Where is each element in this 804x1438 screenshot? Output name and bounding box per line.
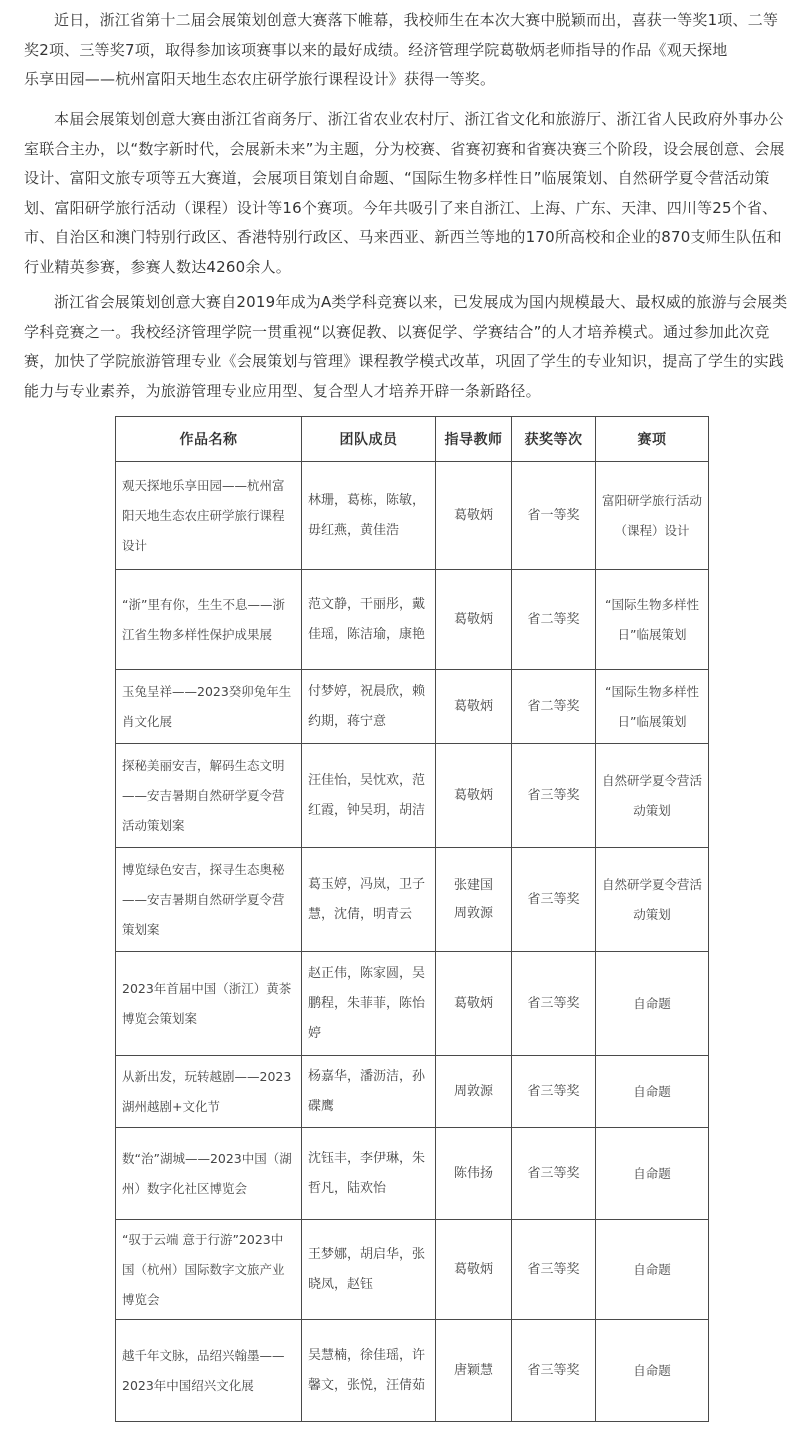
cell-advisor: 葛敬炳 [436, 744, 512, 848]
cell-category: 自然研学夏令营活动策划 [596, 744, 709, 848]
cell-team-members: 赵正伟，陈家圆，吴鹏程，朱菲菲，陈怡婷 [302, 952, 436, 1056]
awards-table [115, 416, 709, 1422]
table-header-row [116, 417, 709, 462]
cell-advisor: 葛敬炳 [436, 570, 512, 670]
cell-award-level: 省二等奖 [512, 570, 596, 670]
cell-award-level: 省二等奖 [512, 670, 596, 744]
cell-category: “国际生物多样性日”临展策划 [596, 670, 709, 744]
cell-category: 自命题 [596, 952, 709, 1056]
cell-work-name: 观天探地乐享田园——杭州富阳天地生态农庄研学旅行课程设计 [116, 462, 302, 570]
cell-advisor: 葛敬炳 [436, 1220, 512, 1320]
cell-work-name: “驭于云端 意于行游”2023中国（杭州）国际数字文旅产业博览会 [116, 1220, 302, 1320]
cell-team-members: 吴慧楠，徐佳瑶，许馨文，张悦，汪倩茹 [302, 1320, 436, 1422]
table-row [116, 1320, 709, 1422]
cell-award-level: 省三等奖 [512, 952, 596, 1056]
cell-award-level: 省三等奖 [512, 744, 596, 848]
header-work-name: 作品名称 [116, 417, 302, 462]
cell-work-name: “浙”里有你，生生不息——浙江省生物多样性保护成果展 [116, 570, 302, 670]
cell-category: 自命题 [596, 1320, 709, 1422]
cell-team-members: 杨嘉华，潘沥洁，孙碟鹰 [302, 1056, 436, 1128]
cell-category: 富阳研学旅行活动（课程）设计 [596, 462, 709, 570]
table-row [116, 570, 709, 670]
cell-advisor: 周敦源 [436, 1056, 512, 1128]
header-advisor: 指导教师 [436, 417, 512, 462]
cell-work-name: 玉兔呈祥——2023癸卯兔年生肖文化展 [116, 670, 302, 744]
cell-team-members: 范文静，干丽彤，戴佳瑶，陈洁瑜，康艳 [302, 570, 436, 670]
cell-work-name: 越千年文脉，品绍兴翰墨——2023年中国绍兴文化展 [116, 1320, 302, 1422]
cell-advisor: 张建国 周敦源 [436, 848, 512, 952]
cell-award-level: 省三等奖 [512, 1056, 596, 1128]
cell-work-name: 博览绿色安吉，探寻生态奥秘——安吉暑期自然研学夏令营策划案 [116, 848, 302, 952]
awards-table-container [115, 416, 708, 1422]
table-row [116, 1056, 709, 1128]
cell-category: 自命题 [596, 1128, 709, 1220]
cell-advisor: 葛敬炳 [436, 952, 512, 1056]
cell-work-name: 2023年首届中国（浙江）黄茶博览会策划案 [116, 952, 302, 1056]
table-row [116, 952, 709, 1056]
cell-team-members: 汪佳怡，吴忱欢，范红霞，钟吴玥，胡洁 [302, 744, 436, 848]
cell-advisor: 葛敬炳 [436, 462, 512, 570]
header-award-level: 获奖等次 [512, 417, 596, 462]
cell-category: 自命题 [596, 1056, 709, 1128]
cell-team-members: 王梦娜，胡启华，张晓凤，赵钰 [302, 1220, 436, 1320]
header-team-members: 团队成员 [302, 417, 436, 462]
cell-advisor: 陈伟扬 [436, 1128, 512, 1220]
cell-advisor: 唐颖慧 [436, 1320, 512, 1422]
table-row [116, 1128, 709, 1220]
header-category: 赛项 [596, 417, 709, 462]
cell-category: “国际生物多样性日”临展策划 [596, 570, 709, 670]
paragraph-intro: 近日，浙江省第十二届会展策划创意大赛落下帷幕，我校师生在本次大赛中脱颖而出，喜获一等奖1项、二等奖2项、三等奖7项，取得参加该项赛事以来的最好成绩。经济管理学院葛敬炳老师指导的作品《观天探地 乐享田园——杭州富阳天地生态农庄研学旅行课程设计》获得一等奖。 [24, 11, 779, 88]
cell-award-level: 省三等奖 [512, 1220, 596, 1320]
table-body [116, 462, 709, 1422]
cell-award-level: 省三等奖 [512, 1128, 596, 1220]
cell-team-members: 沈钰丰，李伊琳，朱哲凡，陆欢怡 [302, 1128, 436, 1220]
cell-award-level: 省三等奖 [512, 848, 596, 952]
cell-team-members: 林珊，葛栋，陈敏，毋红燕，黄佳浩 [302, 462, 436, 570]
table-row [116, 744, 709, 848]
cell-award-level: 省三等奖 [512, 1320, 596, 1422]
cell-team-members: 葛玉婷，冯岚，卫子慧，沈倩，明青云 [302, 848, 436, 952]
table-row [116, 462, 709, 570]
paragraph-significance: 浙江省会展策划创意大赛自2019年成为A类学科竞赛以来，已发展成为国内规模最大、最权威的旅游与会展类学科竞赛之一。我校经济管理学院一贯重视“以赛促教、以赛促学、学赛结合”的人才培养模式。通过参加此次竞赛，加快了学院旅游管理专业《会展策划与管理》课程教学模式改革，巩固了学生的专业知识，提高了学生的实践能力与专业素养，为旅游管理专业应用型、复合型人才培养开辟一条新路径。 [24, 293, 788, 400]
cell-category: 自命题 [596, 1220, 709, 1320]
table-row [116, 848, 709, 952]
table-row [116, 1220, 709, 1320]
cell-work-name: 从新出发，玩转越剧——2023湖州越剧+文化节 [116, 1056, 302, 1128]
cell-advisor: 葛敬炳 [436, 670, 512, 744]
cell-work-name: 数“治”湖城——2023中国（湖州）数字化社区博览会 [116, 1128, 302, 1220]
cell-work-name: 探秘美丽安吉，解码生态文明——安吉暑期自然研学夏令营活动策划案 [116, 744, 302, 848]
table-row [116, 670, 709, 744]
cell-award-level: 省一等奖 [512, 462, 596, 570]
cell-category: 自然研学夏令营活动策划 [596, 848, 709, 952]
cell-team-members: 付梦婷，祝晨欣，赖约期，蒋宁意 [302, 670, 436, 744]
paragraph-competition-details: 本届会展策划创意大赛由浙江省商务厅、浙江省农业农村厅、浙江省文化和旅游厅、浙江省人民政府外事办公室联合主办，以“数字新时代，会展新未来”为主题，分为校赛、省赛初赛和省赛决赛三个阶段，设会展创意、会展设计、富阳文旅专项等五大赛道，会展项目策划自命题、“国际生物多样性日”临展策划、自然研学夏令营活动策划、富阳研学旅行活动（课程）设计等16个赛项。今年共吸引了来自浙江、上海、广东、天津、四川等25个省、市、自治区和澳门特别行政区、香港特别行政区、马来西亚、新西兰等地的170所高校和企业的870支师生队伍和行业精英参赛，参赛人数达4260余人。 [24, 110, 785, 276]
